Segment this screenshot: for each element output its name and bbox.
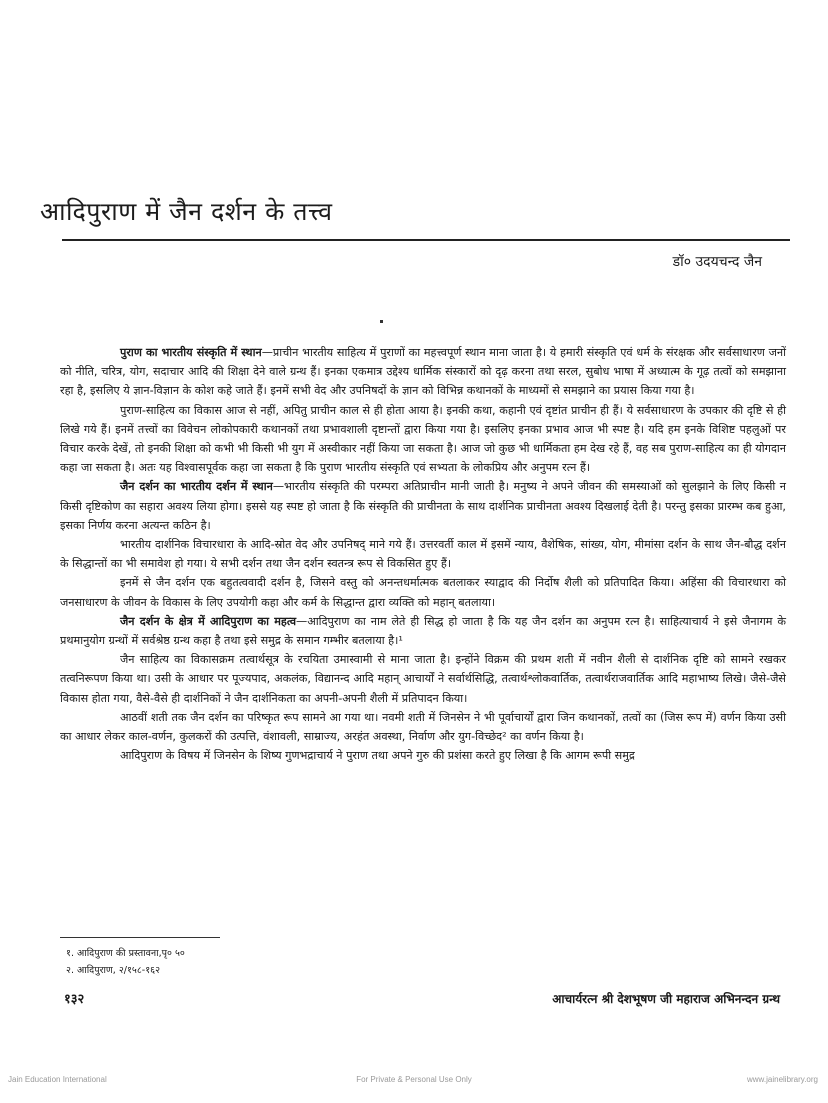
running-footer: आचार्यरत्न श्री देशभूषण जी महाराज अभिनन्दन ग्रन्थ: [552, 992, 780, 1006]
section-heading: जैन दर्शन के क्षेत्र में आदिपुराण का महत्व: [120, 614, 297, 628]
paragraph: [60, 535, 786, 573]
paragraph: [60, 573, 786, 611]
paragraph-text: —प्राचीन भारतीय साहित्य में पुराणों का महत्त्वपूर्ण स्थान माना जाता है। ये हमारी संस्कृति एवं धर्म के संरक्षक और सर्वसाधारण जनों को नीति, चरित्र, योग, सदाचार आदि की शिक्षा देने वाले ग्रन्थ हैं। इनका एकमात्र उद्देश्य धार्मिक संस्कारों को दृढ़ करना तथा सरल, सुबोध भाषा में अध्यात्म के गूढ़ तत्वों को समझाना रहा है, इसलिए ये ज्ञान-विज्ञान के कोश कहे जाते हैं। इनमें सभी वेद और उपनिषदों के ज्ञान को विभिन्न कथानकों के माध्यमों से समझाने का प्रयास किया गया है।: [60, 346, 786, 398]
paragraph: [60, 477, 786, 535]
footnote-1: १. आदिपुराण की प्रस्तावना,पृ० ५०: [66, 948, 185, 959]
author-name: डॉ० उदयचन्द जैन: [672, 254, 762, 270]
footnotes: [66, 945, 185, 979]
paragraph-text: —आदिपुराण का नाम लेते ही सिद्ध हो जाता है कि यह जैन दर्शन का अनुपम रत्न है। साहित्याचार्य ने इसे जैनागम के प्रथमानुयोग ग्रन्थों में सर्वश्रेष्ठ ग्रन्थ कहा है तथा इसे समुद्र के समान गम्भीर बतलाया है।¹: [60, 614, 786, 648]
paragraph-text: पुराण-साहित्य का विकास आज से नहीं, अपितु प्राचीन काल से ही होता आया है। इनकी कथा, कहानी एवं दृष्टांत प्राचीन ही हैं। ये सर्वसाधारण के उपकार की दृष्टि से ही लिखे गये हैं। इनमें तत्त्वों का विवेचन लोकोपकारी कथानकों तथा प्रभावशाली दृष्टान्तों द्वारा किया गया है। इसलिए इनका प्रभाव आज भी स्पष्ट है। यदि हम इनके विशिष्ट पहलुओं पर विचार करके देखें, तो इनकी शिक्षा को कभी भी किसी भी युग में अस्वीकार नहीं किया जा सकता है। आज जो कुछ भी धार्मिकता हम देख रहे हैं, वह सब पुराण-साहित्य का ही योगदान कहा जा सकता है। अतः यह विश्वासपूर्वक कहा जा सकता है कि पुराण भारतीय संस्कृति एवं सभ्यता के लोकप्रिय और अनुपम रत्न हैं।: [60, 403, 786, 475]
paragraph-text: —भारतीय संस्कृति की परम्परा अतिप्राचीन मानी जाती है। मनुष्य ने अपने जीवन की समस्याओं को सुलझाने के लिए किसी न किसी दृष्टिकोण का सहारा अवश्य लिया होगा। इससे यह स्पष्ट हो जाता है कि संस्कृति की प्राचीनता के साथ दार्शनिक प्राचीनता अवश्य दिखलाई देती है। परन्तु इसका प्रारम्भ कब हुआ, इसका निर्णय करना अत्यन्त कठिन है।: [60, 480, 786, 532]
article-title: आदिपुराण में जैन दर्शन के तत्त्व: [40, 197, 333, 226]
watermark-bar: [0, 1075, 828, 1093]
watermark-publisher: Jain Education International: [8, 1075, 107, 1084]
watermark-usage-note: For Private & Personal Use Only: [356, 1075, 472, 1084]
paragraph-text: आदिपुराण के विषय में जिनसेन के शिष्य गुणभद्राचार्य ने पुराण तथा अपने गुरु की प्रशंसा करते हुए लिखा है कि आगम रूपी समुद्र: [120, 749, 635, 763]
paragraph: [60, 401, 786, 478]
paragraph-text: आठवीं शती तक जैन दर्शन का परिष्कृत रूप सामने आ गया था। नवमी शती में जिनसेन ने भी पूर्वाचार्यों द्वारा जिन कथानकों, तत्वों का (जिस रूप में) वर्णन किया उसी का आधार लेकर काल-वर्णन, कुलकरों की उत्पत्ति, वंशावली, साम्राज्य, अरहंत अवस्था, निर्वाण और युग-विच्छेद² का वर्णन किया है।: [60, 710, 786, 744]
scan-speck: [380, 320, 383, 323]
paragraph: [60, 343, 786, 401]
footnote-2: २. आदिपुराण, २/१५८-१६२: [66, 965, 161, 976]
paragraph: [60, 612, 786, 650]
article-body: [60, 343, 786, 765]
paragraph-text: भारतीय दार्शनिक विचारधारा के आदि-स्रोत वेद और उपनिषद् माने गये हैं। उत्तरवर्ती काल में इसमें न्याय, वैशेषिक, सांख्य, योग, मीमांसा दर्शन के साथ जैन-बौद्ध दर्शन के सिद्धान्तों का भी समावेश हो गया। ये सभी दर्शन तथा जैन दर्शन स्वतन्त्र रूप से विकसित हुए हैं।: [60, 538, 786, 571]
paragraph-text: इनमें से जैन दर्शन एक बहुतत्ववादी दर्शन है, जिसने वस्तु को अनन्तधर्मात्मक बतलाकर स्याद्वाद की निर्दोष शैली को प्रतिपादित किया। अहिंसा की विचारधारा को जनसाधारण के जीवन के विकास के लिए उपयोगी कहा और कर्म के सिद्धान्त द्वारा व्यक्ति को महान् बतलाया।: [60, 576, 786, 609]
paragraph: [60, 650, 786, 708]
section-heading: जैन दर्शन का भारतीय दर्शन में स्थान: [120, 480, 273, 494]
section-heading: पुराण का भारतीय संस्कृति में स्थान: [120, 346, 262, 359]
watermark-website-link[interactable]: www.jainelibrary.org: [747, 1075, 818, 1084]
page-number: १३२: [64, 992, 85, 1007]
paragraph: [60, 708, 786, 746]
footnote-divider: [60, 937, 220, 938]
paragraph-text: जैन साहित्य का विकासक्रम तत्वार्थसूत्र के रचयिता उमास्वामी से माना जाता है। इन्होंने विक्रम की प्रथम शती में नवीन शैली से दार्शनिक दृष्टि को सामने रखकर तत्वनिरूपण किया था। उसी के आधार पर पूज्यपाद, अकलंक, विद्यानन्द आदि महान् आचार्यों ने सर्वार्थसिद्धि, तत्वार्थश्लोकवार्तिक, तत्वार्थराजवार्तिक आदि महाभाष्य लिखे। जैसे-जैसे विकास होता गया, वैसे-वैसे ही दार्शनिकों ने जैन दार्शनिकता का अपनी-अपनी शैली में प्रतिपादन किया।: [60, 653, 786, 705]
title-divider: [62, 239, 790, 241]
paragraph: [60, 746, 786, 765]
